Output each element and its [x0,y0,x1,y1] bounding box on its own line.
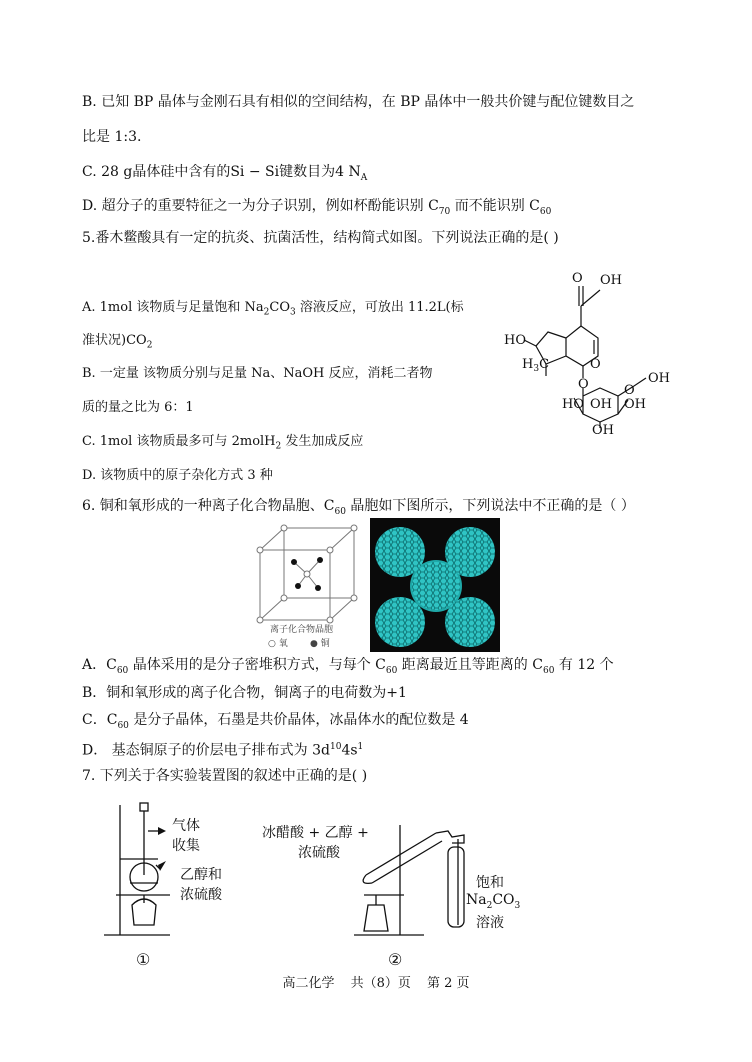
q5-option-b-line1: B. 一定量 该物质分别与足量 Na、NaOH 反应，消耗二者物 [82,366,433,381]
q5-stem: 5.番木鳖酸具有一定的抗炎、抗菌活性，结构简式如图。下列说法正确的是( ) [82,230,559,246]
app2-na2co3: $Na_2CO_3$ [466,892,521,911]
app2-reagents-line1: 冰醋酸 + 乙醇 + [262,825,369,841]
footer-total: 共（8）页 [350,976,411,991]
struct-oh-b3: OH [624,397,646,412]
struct-oh-bottom: OH [592,423,614,436]
q6-option-d: D． 基态铜原子的价层电子排布式为 $3d^{10}4s^1$ [82,742,364,759]
q5-option-d: D. 该物质中的原子杂化方式 3 种 [82,468,273,483]
apparatus-2 [344,815,544,945]
app1-liquid-line2: 浓硫酸 [180,887,222,903]
app1-liquid-line1: 乙醇和 [180,867,222,883]
struct-oh-b2: OH [590,397,612,412]
struct-o-sugar: O [624,383,635,398]
app2-number: ② [388,950,403,969]
app2-reagents-line2: 浓硫酸 [298,845,340,861]
page-footer [0,972,752,991]
q4-option-b-line1: B. 已知 BP 晶体与金刚石具有相似的空间结构，在 BP 晶体中一般共价键与配位键数目之 [82,94,635,110]
struct-o-label: O [572,271,583,286]
q6-stem: 6. 铜和氧形成的一种离子化合物晶胞、$C_{60}$ 晶胞如下图所示，下列说法中不正确的是（ ） [82,498,635,517]
legend-copper: ● 铜 [310,639,330,649]
q4-option-c: C. 28 g晶体硅中含有的Si − Si键数目为4 $N_A$ [82,164,368,183]
q4-option-d: D. 超分子的重要特征之一为分子识别，例如杯酚能识别 $C_{70}$ 而不能识别 $C_{60}$ [82,198,552,217]
app1-gas-line2: 收集 [172,838,200,854]
struct-ho-b1: HO [562,397,584,412]
q4-option-b-line2: 比是 1:3. [82,129,142,145]
q5-option-a-line2: 准状况)$CO_2$ [82,333,153,351]
struct-oh-right: OH [648,371,670,386]
q6-option-b: B．铜和氧形成的离子化合物，铜离子的电荷数为+1 [82,685,407,701]
struct-o-ring: O [590,357,601,372]
legend-oxygen: ○ 氧 [268,639,288,649]
q6-option-a: A．$C_{60}$ 晶体采用的是分子密堆积方式，与每个 $C_{60}$ 距离最近且等距离的 $C_{60}$ 有 12 个 [82,657,614,676]
cell-caption: 离子化合物晶胞 [270,625,334,635]
app1-gas-line1: 气体 [172,818,200,834]
app1-number: ① [136,950,151,969]
q6-option-c: C．$C_{60}$ 是分子晶体，石墨是共价晶体，冰晶体水的配位数是 4 [82,712,469,731]
molecule-structure [500,268,710,436]
c60-unit-cell-image [370,518,500,652]
q7-stem: 7. 下列关于各实验装置图的叙述中正确的是( ) [82,768,368,784]
struct-ho-left: HO [504,333,526,348]
ionic-unit-cell [248,520,368,650]
app2-saturated: 饱和 [476,875,504,891]
app2-solution: 溶液 [476,915,504,931]
q5-option-c: C. 1mol 该物质最多可与 2molH$_2$ 发生加成反应 [82,434,364,452]
struct-oh-top: OH [600,273,622,288]
q5-option-b-line2: 质的量之比为 6：1 [82,400,194,415]
footer-page: 第 2 页 [427,976,470,991]
struct-o-link: O [578,377,589,392]
struct-h3c: $H_3C$ [522,357,550,374]
q5-option-a-line1: A. 1mol 该物质与足量饱和 $Na_2CO_3$ 溶液反应，可放出 11.2L(标 [82,300,464,318]
footer-course: 高二化学 [282,976,335,991]
